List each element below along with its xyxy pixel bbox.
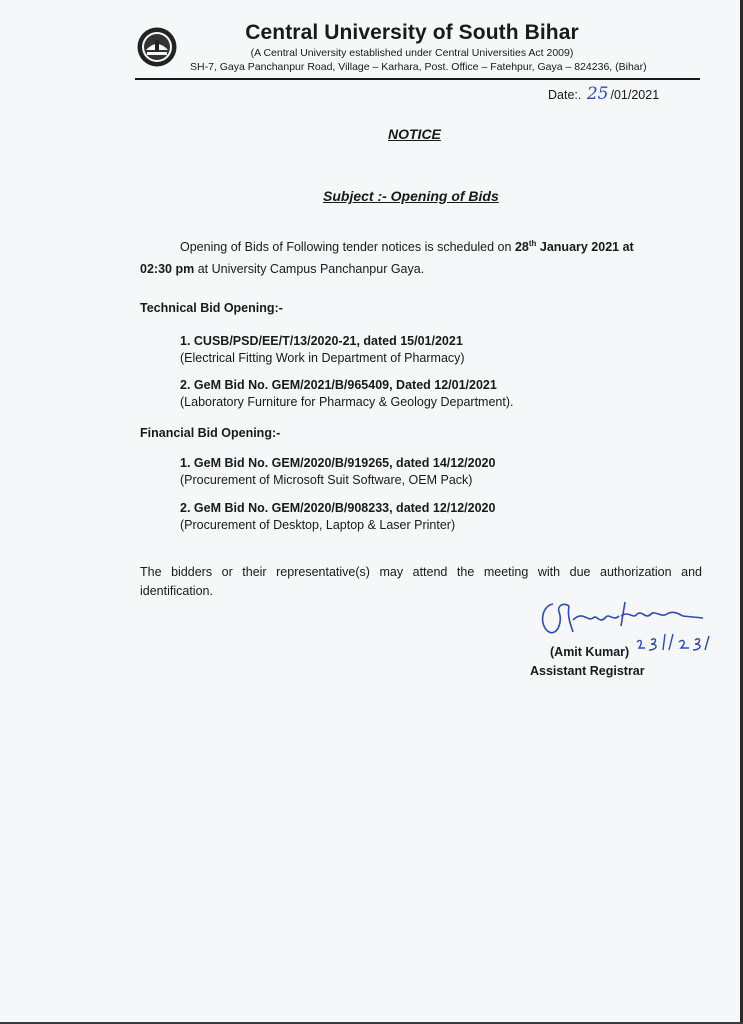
item-description: (Electrical Fitting Work in Department of Pharmacy)	[180, 351, 465, 365]
date-prefix: Date:.	[548, 88, 582, 102]
signer-name: (Amit Kumar)	[550, 645, 630, 659]
university-seal-icon	[136, 26, 178, 68]
item-title: 2. GeM Bid No. GEM/2020/B/908233, dated 12/12/2020	[180, 501, 496, 515]
university-subtitle: (A Central University established under Central Universities Act 2009)	[250, 47, 574, 59]
intro-date: 28th January 2021 at	[514, 239, 634, 255]
university-name: Central University of South Bihar	[245, 21, 579, 44]
notice-date	[548, 84, 659, 104]
list-item	[180, 333, 465, 367]
list-item	[180, 455, 495, 489]
signer-designation: Assistant Registrar	[530, 664, 645, 678]
item-description: (Procurement of Microsoft Suit Software, OEM Pack)	[180, 473, 473, 487]
university-address: SH-7, Gaya Panchanpur Road, Village – Karhara, Post. Office – Fatehpur, Gaya – 824236, (Bihar)	[190, 61, 647, 73]
date-rest: /01/2021	[610, 88, 660, 102]
handwritten-signature-icon	[533, 592, 723, 652]
intro-time: 02:30 pm	[140, 262, 195, 277]
intro-text-1: Opening of Bids of Following tender notices is scheduled on	[180, 240, 512, 255]
subject-line: Subject :- Opening of Bids	[323, 188, 499, 204]
item-title: 1. CUSB/PSD/EE/T/13/2020-21, dated 15/01/2021	[180, 334, 463, 348]
list-item	[180, 500, 495, 534]
intro-paragraph	[140, 233, 700, 280]
item-title: 2. GeM Bid No. GEM/2021/B/965409, Dated 12/01/2021	[180, 378, 497, 392]
date-day-handwritten: 25	[586, 84, 609, 104]
financial-heading: Financial Bid Opening:-	[140, 426, 281, 440]
list-item	[180, 377, 513, 411]
closing-paragraph: The bidders or their representative(s) may attend the meeting with due authorization and identification.	[140, 565, 702, 598]
technical-heading: Technical Bid Opening:-	[140, 301, 283, 315]
notice-title: NOTICE	[388, 126, 441, 142]
item-title: 1. GeM Bid No. GEM/2020/B/919265, dated 14/12/2020	[180, 456, 496, 470]
item-description: (Procurement of Desktop, Laptop & Laser Printer)	[180, 518, 456, 532]
intro-text-2: at University Campus Panchanpur Gaya.	[197, 262, 425, 277]
header-divider	[135, 78, 700, 80]
item-description: (Laboratory Furniture for Pharmacy & Geology Department).	[180, 395, 514, 409]
